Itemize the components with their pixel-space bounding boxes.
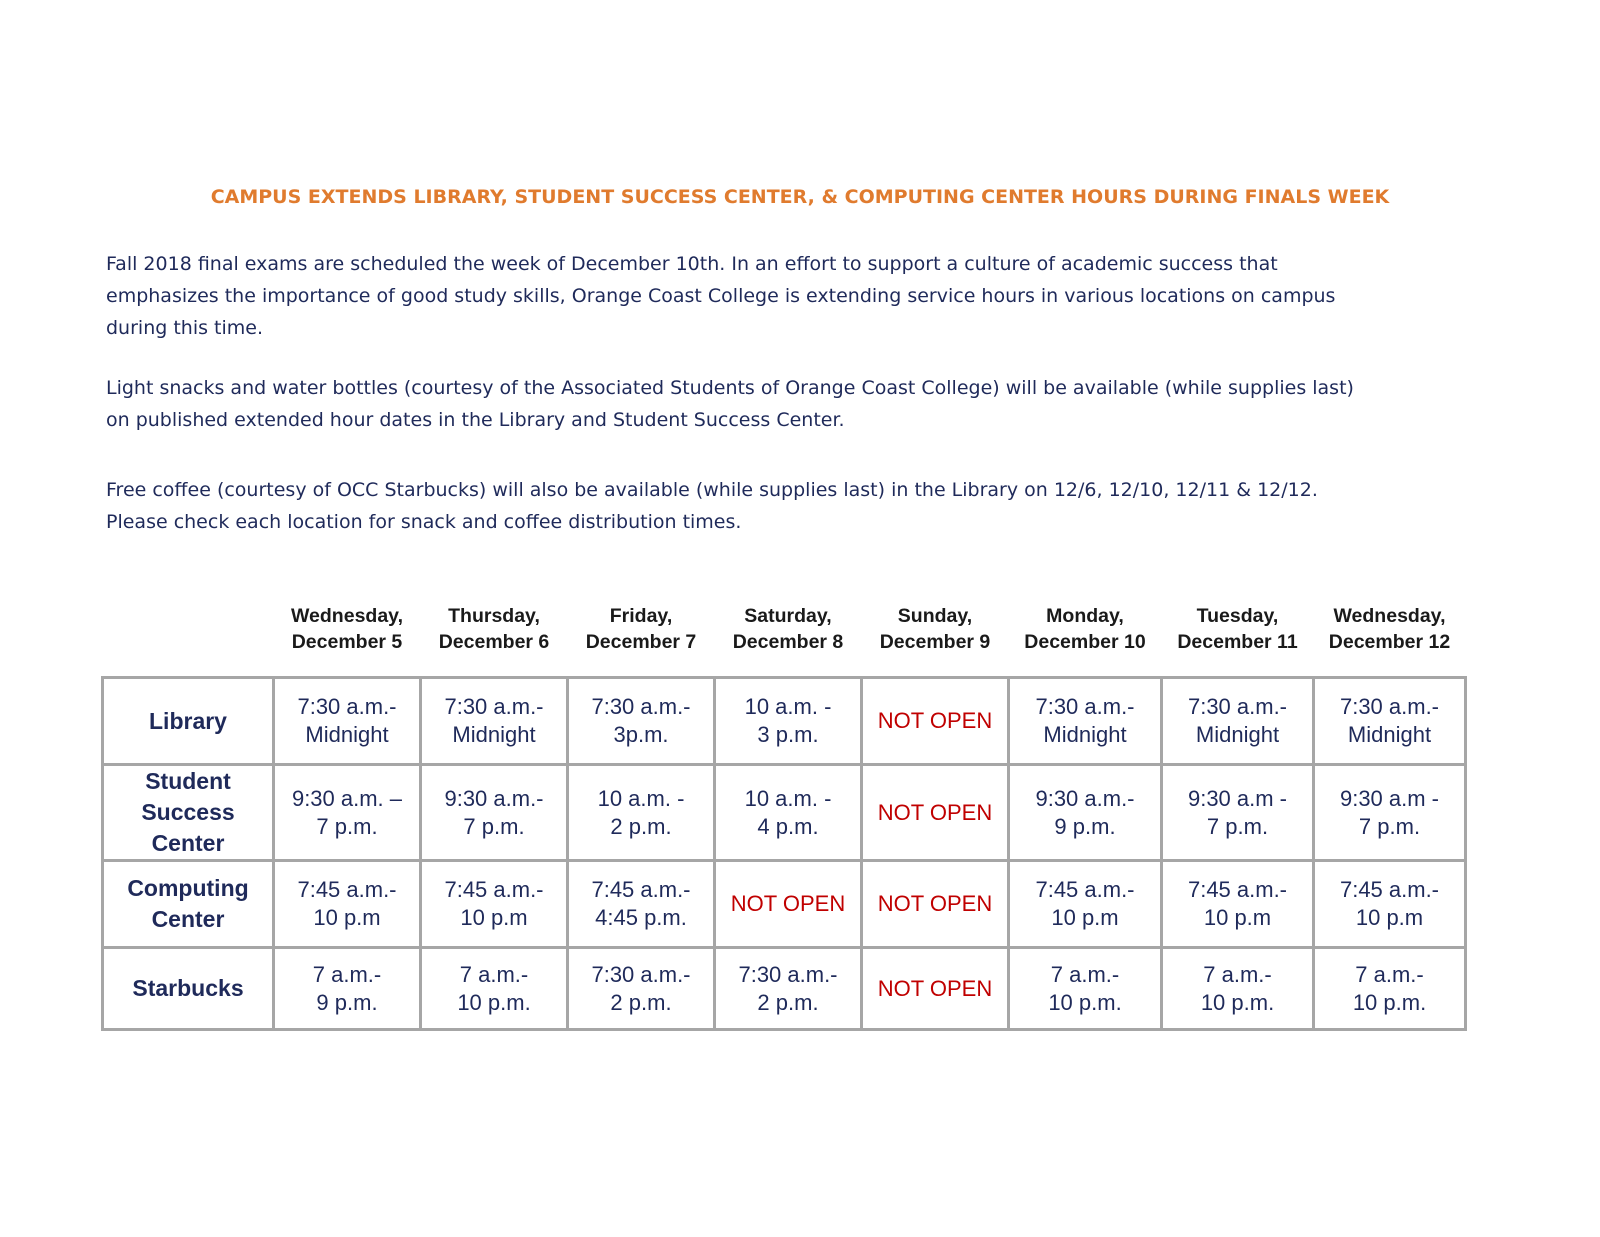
hours-cell bbox=[715, 948, 862, 1030]
hours-line: 4:45 p.m. bbox=[595, 905, 687, 930]
hours-cell bbox=[568, 948, 715, 1030]
location-label: Computing bbox=[127, 875, 249, 901]
hours-cell bbox=[715, 678, 862, 765]
hours-cell bbox=[421, 861, 568, 948]
location-label: Library bbox=[149, 707, 227, 734]
hours-line: 10 a.m. - bbox=[744, 785, 832, 811]
hours-line: 7:30 a.m.- bbox=[1339, 694, 1440, 719]
paragraph-line: Please check each location for snack and coffee distribution times. bbox=[106, 511, 742, 533]
hours-cell bbox=[1009, 765, 1162, 861]
not-open-label: NOT OPEN bbox=[730, 891, 846, 916]
hours-line: 4 p.m. bbox=[757, 813, 819, 839]
hours-line: 10 a.m. - bbox=[597, 785, 685, 811]
hours-line: 7:45 a.m.- bbox=[297, 877, 397, 902]
hours-cell bbox=[1314, 861, 1466, 948]
hours-line: 10 p.m bbox=[313, 905, 381, 930]
hours-cell bbox=[274, 765, 421, 861]
hours-cell bbox=[1314, 678, 1466, 765]
paragraph-line: emphasizes the importance of good study skills, Orange Coast College is extending service hours in various locations on campus bbox=[106, 285, 1336, 307]
hours-line: 10 p.m. bbox=[1352, 989, 1427, 1015]
paragraph-line: on published extended hour dates in the Library and Student Success Center. bbox=[106, 409, 845, 431]
hours-cell bbox=[568, 678, 715, 765]
location-label: Success bbox=[141, 799, 235, 825]
hours-line: 10 p.m bbox=[1051, 905, 1119, 930]
hours-line: Midnight bbox=[452, 722, 536, 747]
day-weekday: Tuesday, bbox=[1196, 605, 1279, 627]
closed-cell bbox=[862, 948, 1009, 1030]
paragraph-line: during this time. bbox=[106, 317, 264, 339]
hours-line: 7:30 a.m.- bbox=[591, 694, 691, 719]
hours-line: 7:30 a.m.- bbox=[1187, 694, 1288, 719]
hours-line: 7 a.m.- bbox=[1050, 961, 1120, 987]
table-row bbox=[103, 861, 1466, 948]
closed-cell bbox=[862, 678, 1009, 765]
page-title: CAMPUS EXTENDS LIBRARY, STUDENT SUCCESS CENTER, & COMPUTING CENTER HOURS DURING FINALS WEEK bbox=[210, 186, 1390, 208]
day-date: December 7 bbox=[585, 631, 697, 653]
not-open-label: NOT OPEN bbox=[877, 708, 993, 733]
hours-line: 9:30 a.m. – bbox=[291, 785, 403, 811]
hours-cell bbox=[421, 765, 568, 861]
hours-line: 7:45 a.m.- bbox=[1187, 877, 1288, 902]
hours-cell bbox=[1314, 948, 1466, 1030]
hours-line: 7:30 a.m.- bbox=[444, 694, 544, 719]
hours-cell bbox=[1314, 765, 1466, 861]
hours-line: Midnight bbox=[1347, 722, 1432, 747]
location-cell bbox=[103, 765, 274, 861]
day-date: December 9 bbox=[879, 631, 991, 653]
day-weekday: Sunday, bbox=[897, 605, 973, 627]
day-date: December 6 bbox=[438, 631, 550, 653]
hours-line: 3p.m. bbox=[613, 722, 669, 747]
day-header bbox=[853, 603, 1017, 655]
hours-line: 9:30 a.m - bbox=[1339, 785, 1440, 811]
hours-line: Midnight bbox=[1195, 722, 1280, 747]
day-header bbox=[706, 603, 870, 655]
hours-line: 7:45 a.m.- bbox=[591, 877, 691, 902]
hours-table bbox=[101, 676, 1467, 1031]
hours-line: 7:30 a.m.- bbox=[738, 961, 838, 987]
hours-line: 10 a.m. - bbox=[744, 694, 832, 719]
hours-cell bbox=[274, 861, 421, 948]
day-weekday: Wednesday, bbox=[291, 605, 403, 627]
hours-line: 7:45 a.m.- bbox=[444, 877, 544, 902]
hours-cell bbox=[1162, 948, 1314, 1030]
hours-cell bbox=[1009, 948, 1162, 1030]
hours-line: 10 p.m bbox=[1355, 905, 1424, 930]
hours-line: Midnight bbox=[1043, 722, 1127, 747]
coffee-paragraph bbox=[106, 474, 1506, 538]
day-weekday: Thursday, bbox=[448, 605, 540, 627]
hours-cell bbox=[1162, 765, 1314, 861]
location-label: Center bbox=[151, 830, 225, 856]
paragraph-line: Free coffee (courtesy of OCC Starbucks) will also be available (while supplies last) in the Library on 12/6, 12/10, 12/11 & 12/12. bbox=[106, 479, 1318, 501]
hours-line: 7:45 a.m.- bbox=[1339, 877, 1440, 902]
hours-line: 7 p.m. bbox=[1358, 813, 1421, 839]
location-label: Student bbox=[145, 768, 231, 794]
not-open-label: NOT OPEN bbox=[877, 799, 993, 825]
hours-line: 2 p.m. bbox=[757, 989, 819, 1015]
hours-line: 9:30 a.m - bbox=[1187, 785, 1288, 811]
closed-cell bbox=[862, 765, 1009, 861]
intro-paragraph bbox=[106, 248, 1506, 344]
hours-line: 7 a.m.- bbox=[1203, 961, 1272, 987]
day-date: December 10 bbox=[1024, 631, 1146, 653]
table-row bbox=[103, 678, 1466, 765]
hours-line: 10 p.m. bbox=[1200, 989, 1275, 1015]
hours-cell bbox=[274, 948, 421, 1030]
hours-line: 9:30 a.m.- bbox=[1035, 785, 1135, 811]
hours-line: 7 p.m. bbox=[463, 813, 525, 839]
location-cell bbox=[103, 678, 274, 765]
not-open-label: NOT OPEN bbox=[877, 975, 993, 1001]
hours-line: 10 p.m. bbox=[457, 989, 531, 1015]
location-label: Center bbox=[151, 906, 225, 932]
day-weekday: Monday, bbox=[1046, 605, 1124, 627]
hours-line: 10 p.m bbox=[1203, 905, 1272, 930]
location-label: Starbucks bbox=[132, 975, 244, 1001]
hours-cell bbox=[1009, 678, 1162, 765]
hours-cell bbox=[421, 948, 568, 1030]
hours-line: 2 p.m. bbox=[610, 989, 672, 1015]
day-header bbox=[265, 603, 429, 655]
day-weekday: Saturday, bbox=[744, 605, 832, 627]
location-cell bbox=[103, 948, 274, 1030]
hours-line: 7:30 a.m.- bbox=[591, 961, 691, 987]
location-cell bbox=[103, 861, 274, 948]
day-header bbox=[559, 603, 723, 655]
hours-line: 7:30 a.m.- bbox=[1035, 694, 1135, 719]
hours-line: 7:30 a.m.- bbox=[297, 694, 397, 719]
hours-line: 7 p.m. bbox=[1206, 813, 1269, 839]
hours-cell bbox=[1009, 861, 1162, 948]
hours-line: 9 p.m. bbox=[316, 989, 378, 1015]
hours-cell bbox=[568, 765, 715, 861]
snacks-paragraph bbox=[106, 372, 1506, 436]
hours-line: 10 p.m. bbox=[1048, 989, 1122, 1015]
hours-line: 2 p.m. bbox=[610, 813, 672, 839]
table-row bbox=[103, 948, 1466, 1030]
paragraph-line: Light snacks and water bottles (courtesy of the Associated Students of Orange Coast College) will be available (while supplies last) bbox=[106, 377, 1354, 399]
hours-line: 9:30 a.m.- bbox=[444, 785, 544, 811]
hours-line: 7 a.m.- bbox=[312, 961, 382, 987]
hours-cell bbox=[421, 678, 568, 765]
hours-line: 9 p.m. bbox=[1054, 813, 1116, 839]
hours-line: 7 p.m. bbox=[316, 813, 378, 839]
day-date: December 11 bbox=[1177, 631, 1298, 653]
day-weekday: Friday, bbox=[609, 605, 673, 627]
hours-cell bbox=[1162, 861, 1314, 948]
hours-line: 7:45 a.m.- bbox=[1035, 877, 1135, 902]
day-header bbox=[1000, 603, 1170, 655]
hours-line: 10 p.m bbox=[460, 905, 528, 930]
table-row bbox=[103, 765, 1466, 861]
not-open-label: NOT OPEN bbox=[877, 891, 993, 916]
closed-cell bbox=[862, 861, 1009, 948]
hours-line: Midnight bbox=[305, 722, 389, 747]
hours-line: 3 p.m. bbox=[757, 722, 819, 747]
day-weekday: Wednesday, bbox=[1333, 605, 1446, 627]
day-header bbox=[412, 603, 576, 655]
hours-line: 7 a.m.- bbox=[1355, 961, 1424, 987]
hours-cell bbox=[1162, 678, 1314, 765]
day-header bbox=[1153, 603, 1322, 655]
closed-cell bbox=[715, 861, 862, 948]
day-date: December 8 bbox=[732, 631, 844, 653]
hours-cell bbox=[568, 861, 715, 948]
hours-cell bbox=[715, 765, 862, 861]
hours-cell bbox=[274, 678, 421, 765]
hours-line: 7 a.m.- bbox=[459, 961, 529, 987]
paragraph-line: Fall 2018 final exams are scheduled the week of December 10th. In an effort to support a culture of academic success that bbox=[106, 253, 1278, 275]
day-date: December 5 bbox=[291, 631, 403, 653]
day-date: December 12 bbox=[1328, 631, 1451, 653]
day-header bbox=[1305, 603, 1474, 655]
